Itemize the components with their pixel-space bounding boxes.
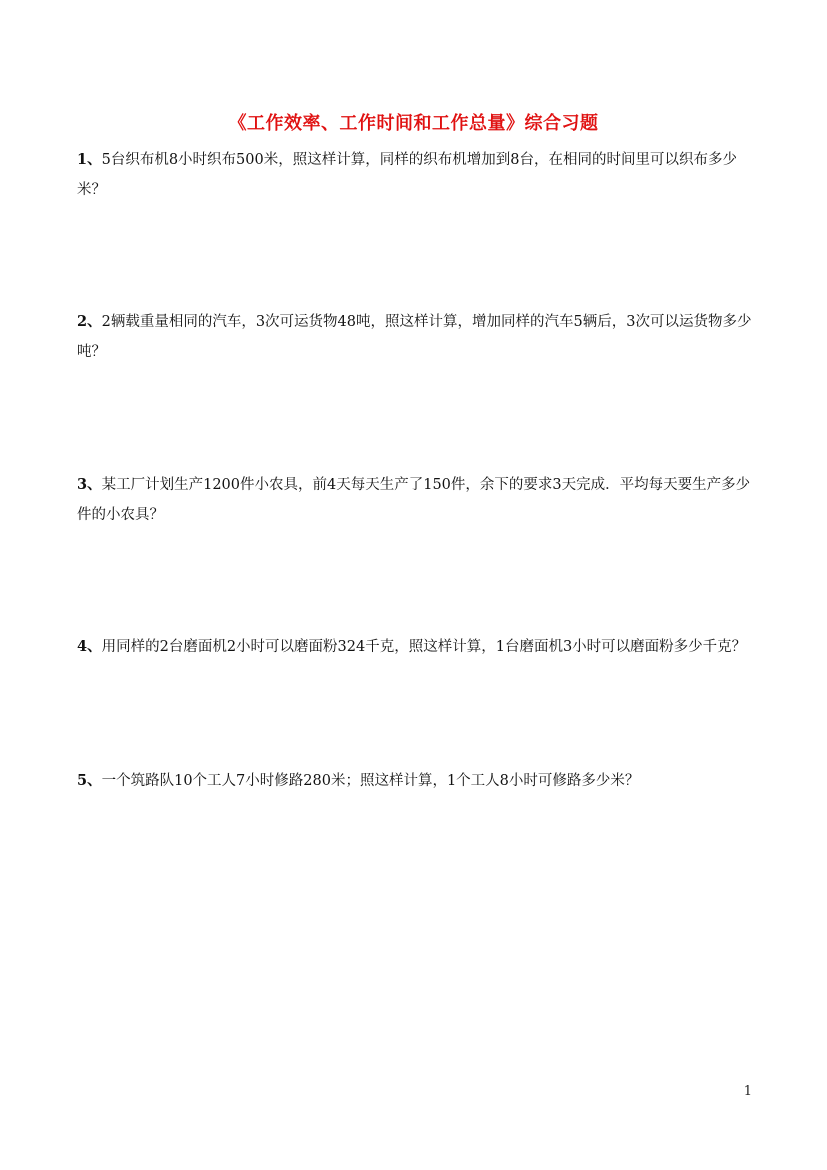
document-title: 《工作效率、工作时间和工作总量》综合习题 <box>228 113 599 134</box>
question-text: 5台织布机8小时织布500米，照这样计算，同样的织布机增加到8台，在相同的时间里可以织布多少米？ <box>77 152 737 198</box>
question-number: 5、 <box>77 772 102 789</box>
question-number: 3、 <box>77 476 102 493</box>
question-3 <box>77 470 753 530</box>
question-text: 一个筑路队10个工人7小时修路280米；照这样计算，1个工人8小时可修路多少米？ <box>101 773 640 789</box>
question-number: 2、 <box>77 313 102 330</box>
question-number: 1、 <box>77 151 102 168</box>
page-number: 1 <box>743 1084 752 1099</box>
question-4 <box>77 632 753 662</box>
question-text: 2辆载重量相同的汽车，3次可运货物48吨，照这样计算，增加同样的汽车5辆后，3次可以运货物多少吨？ <box>77 314 752 360</box>
question-1 <box>77 145 753 205</box>
question-text: 某工厂计划生产1200件小农具，前4天每天生产了150件，余下的要求3天完成．平均每天要生产多少件的小农具？ <box>77 477 751 523</box>
question-5 <box>77 766 753 796</box>
question-text: 用同样的2台磨面机2小时可以磨面粉324千克，照这样计算，1台磨面机3小时可以磨面粉多少千克？ <box>101 639 747 655</box>
question-number: 4、 <box>77 638 102 655</box>
question-2 <box>77 307 753 367</box>
